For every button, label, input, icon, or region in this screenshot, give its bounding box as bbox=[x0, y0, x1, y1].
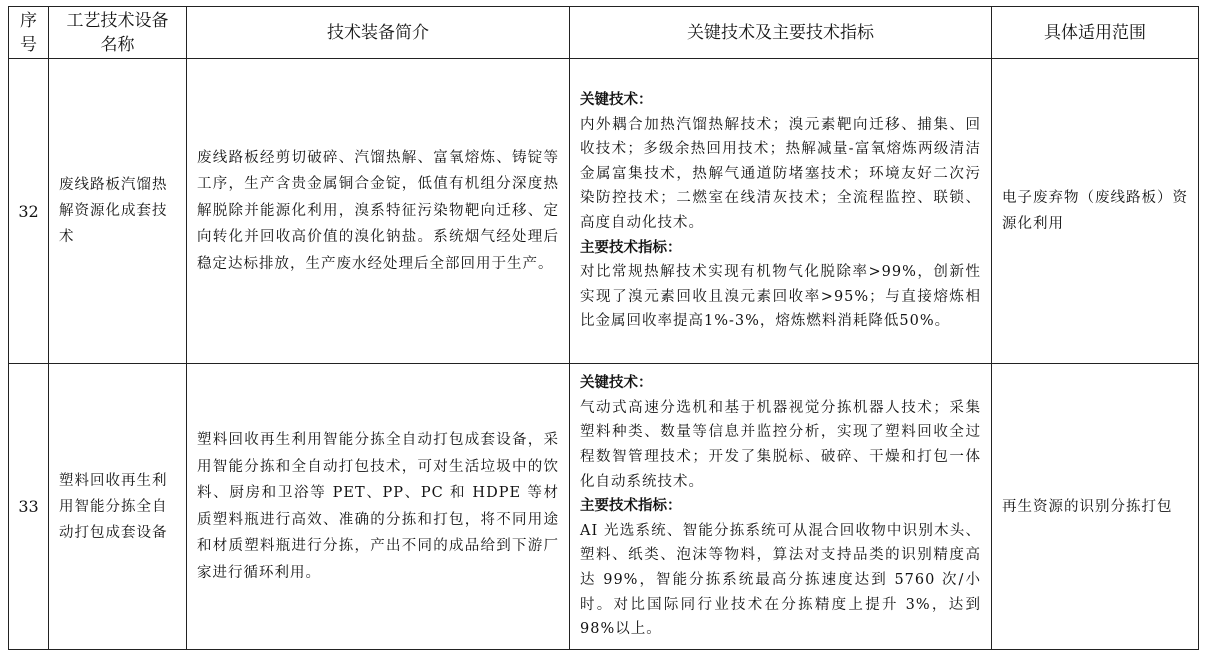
main-index-label: 主要技术指标： bbox=[580, 498, 682, 515]
key-tech-label: 关键技术： bbox=[580, 375, 653, 392]
application-scope: 再生资源的识别分拣打包 bbox=[992, 364, 1199, 650]
header-key-tech: 关键技术及主要技术指标 bbox=[570, 7, 992, 59]
main-index-text: AI 光选系统、智能分拣系统可从混合回收物中识别木头、塑料、纸类、泡沫等物料，算法对支持品类的识别精度高达 99%，智能分拣系统最高分拣速度达到 5760 次/小时。对比国际同行业技术在分拣精度上提升 3%，达到 98%以上。 bbox=[580, 522, 981, 638]
header-scope: 具体适用范围 bbox=[992, 7, 1199, 59]
row-number: 33 bbox=[9, 364, 49, 650]
header-row bbox=[9, 7, 1199, 59]
header-intro: 技术装备简介 bbox=[187, 7, 570, 59]
header-name: 工艺技术设备名称 bbox=[49, 7, 187, 59]
application-scope: 电子废弃物（废线路板）资源化利用 bbox=[992, 59, 1199, 364]
equipment-name: 废线路板汽馏热解资源化成套技术 bbox=[49, 59, 187, 364]
header-index: 序号 bbox=[9, 7, 49, 59]
key-tech-text: 气动式高速分选机和基于机器视觉分拣机器人技术；采集塑料种类、数量等信息并监控分析，实现了塑料回收全过程数智管理技术；开发了集脱标、破碎、干燥和打包一体化自动系统技术。 bbox=[580, 399, 981, 490]
equipment-name: 塑料回收再生利用智能分拣全自动打包成套设备 bbox=[49, 364, 187, 650]
main-index-text: 对比常规热解技术实现有机物气化脱除率>99%，创新性实现了溴元素回收且溴元素回收率>95%；与直接熔炼相比金属回收率提高1%-3%，熔炼燃料消耗降低50%。 bbox=[580, 264, 981, 330]
table-row bbox=[9, 364, 1199, 650]
key-technology-cell bbox=[570, 364, 992, 650]
row-number: 32 bbox=[9, 59, 49, 364]
key-tech-text: 内外耦合加热汽馏热解技术；溴元素靶向迁移、捕集、回收技术；多级余热回用技术；热解减量-富氧熔炼两级清洁金属富集技术，热解气通道防堵塞技术；环境友好二次污染防控技术；二燃室在线清灰技术；全流程监控、联锁、高度自动化技术。 bbox=[580, 116, 981, 231]
key-tech-label: 关键技术： bbox=[580, 92, 653, 109]
equipment-intro: 废线路板经剪切破碎、汽馏热解、富氧熔炼、铸锭等工序，生产含贵金属铜合金锭，低值有机组分深度热解脱除并能源化利用，溴系特征污染物靶向迁移、定向转化并回收高价值的溴化钠盐。系统烟气经处理后稳定达标排放，生产废水经处理后全部回用于生产。 bbox=[187, 59, 570, 364]
technology-table bbox=[8, 6, 1199, 650]
key-technology-cell bbox=[570, 59, 992, 364]
equipment-intro: 塑料回收再生利用智能分拣全自动打包成套设备，采用智能分拣和全自动打包技术，可对生活垃圾中的饮料、厨房和卫浴等 PET、PP、PC 和 HDPE 等材质塑料瓶进行高效、准确的分拣和打包，将不同用途和材质塑料瓶进行分拣，产出不同的成品给到下游厂家进行循环利用。 bbox=[187, 364, 570, 650]
table-row bbox=[9, 59, 1199, 364]
main-index-label: 主要技术指标： bbox=[580, 239, 682, 256]
